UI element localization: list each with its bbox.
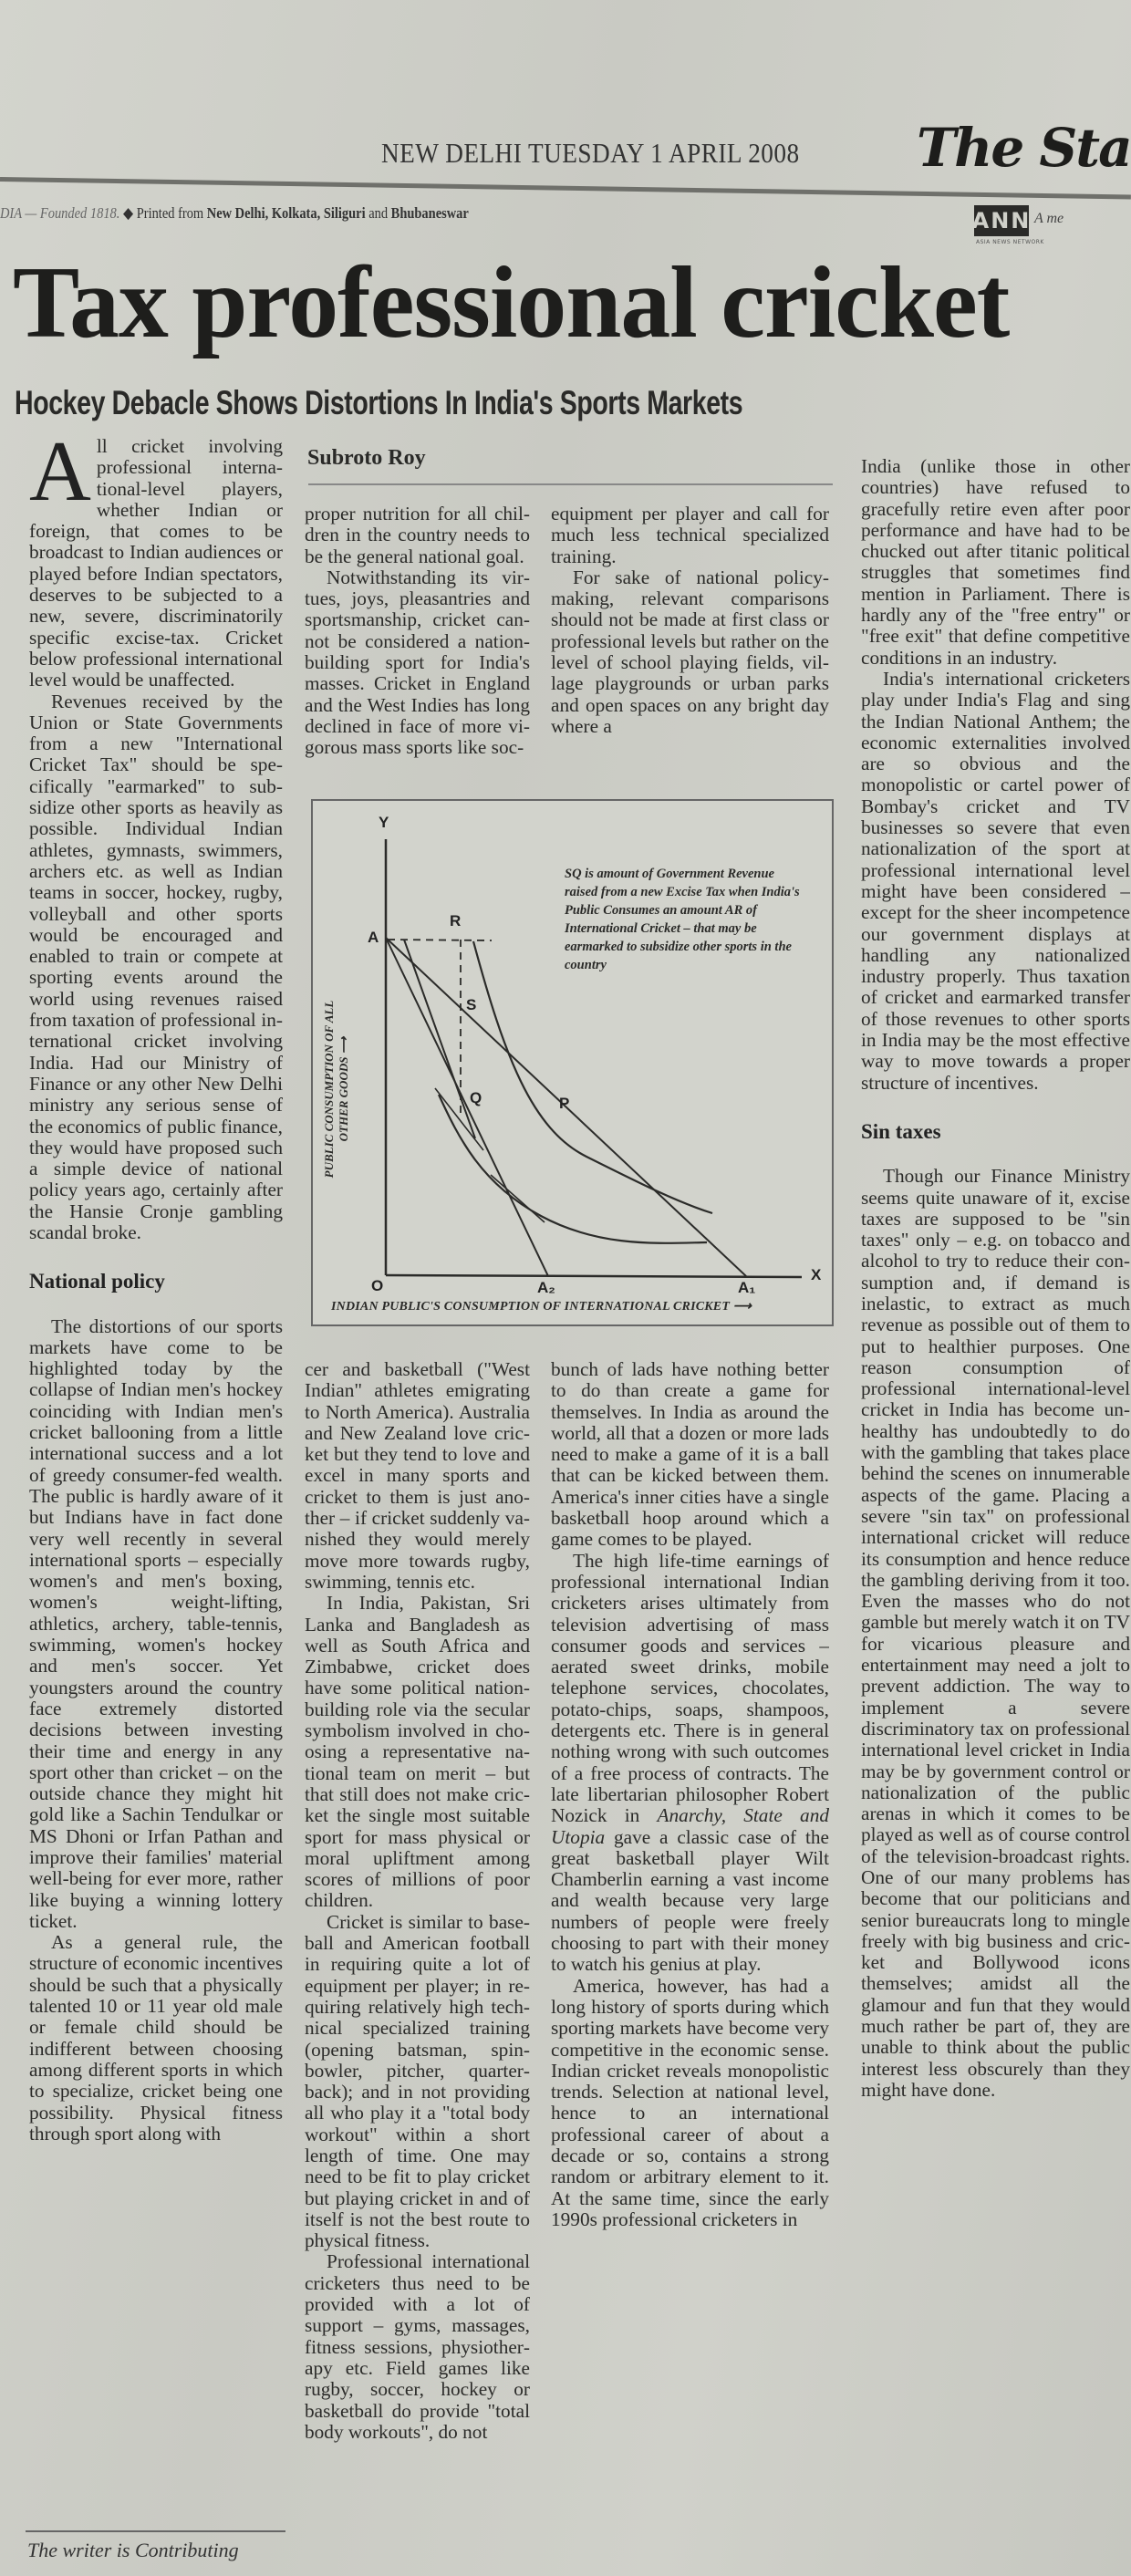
x-axis-end-label: X (811, 1266, 822, 1283)
paragraph-text: ll cricket involving professional international-level players, whether Indian or foreign, that comes to be broadcast to Indian audiences or played before Indian spectators, deserves to be subjected to a new, severe, discriminatorily specific excise-tax. Cricket below professional international level would be unaffected. (29, 436, 283, 691)
masthead-rule (0, 177, 1131, 199)
section-heading: Sin taxes (861, 1119, 941, 1143)
y-axis-label: Y (379, 814, 389, 831)
byline: Subroto Roy (307, 446, 426, 470)
footer-divider (26, 2530, 285, 2532)
printed-from-and: and (368, 204, 389, 222)
point-a-label: A (368, 929, 379, 946)
headline: Tax professional cricket (13, 246, 1010, 359)
paragraph: The distortions of our sports markets have come to be highlighted today by the collapse of Indian men's hockey coinciding with Indian men's cricket ballooning from a little international success and a lot of greedy consumer-fed wealth. The public is hardly aware of it but Indians have in fact done very well recently in several international sports – especially women's and men's boxing, women's weight-lifting, athletics, archery, table-tennis, swimming, women's hockey and men's soccer. Yet youngsters around the country face extremely distorted decisions between investing their time and energy in any sport other than cricket – on the outside chance they might hit gold like a Sachin Tendulkar or MS Dhoni or Irfan Pathan and improve their families' material well-being for ever more, rather like buying a winning lottery ticket. (29, 1314, 283, 1932)
paragraph: America, however, has had a long history of sports during which sporting markets have become very competitive in the economic sense. Indian cricket reveals monopolistic trends. Selection at national level, hence to an international professional career of about a decade or so, contains a strong random or arbitrary element to it. At the same time, since the early 1990s professional cricketers in (551, 1974, 829, 2230)
x-axis (386, 1275, 802, 1277)
printed-from-last: Bhubaneswar (390, 204, 469, 222)
bullet-icon: ◆ (122, 204, 134, 222)
tangent-segment-p (491, 1175, 545, 1222)
paragraph: Cricket is similar to baseball and American football in requiring quite a lot of equipment per player; in requiring relatively high technical specialized training (opening batsman, spin-bowler, pitcher, quarterback); and in not providing all who play it a "total body workout" within a short length of time. One may need to be fit to play cricket but playing cricket in and of itself is not the best route to physical fitness. (305, 1910, 530, 2252)
paragraph: Notwithstanding its virtues, joys, pleasantries and sportsmanship, cricket cannot be considered a nation-building sport for India's masses. Cricket in England and the West Indies has long declined in face of more vigorous mass sports like soc- (305, 566, 530, 759)
indifference-curve-lower (439, 1095, 707, 1243)
founded-line (0, 204, 469, 223)
point-a1-label: A₁ (738, 1279, 756, 1296)
column-4 (861, 456, 1130, 2576)
column-2-bottom (305, 1359, 530, 2576)
drop-cap: A (29, 436, 91, 519)
paragraph: Professional international cricketers thus need to be provided with a lot of support – gyms, massages, fitness sessions, physiotherapy etc. Field games like rugby, soccer, hockey or basketball do provide "total body workouts", do not (305, 2250, 530, 2443)
paragraph: bunch of lads have nothing better to do than create a game for themselves. In India as around the world, all that a dozen or more lads need to make a game of it is a ball that can be kicked between them. America's inner cities have a single basketball hoop around which a game comes to be played. (551, 1359, 829, 1551)
y-axis-title (322, 952, 351, 1226)
founded-text: DIA — Founded 1818. (0, 204, 120, 222)
paragraph-text: gave a classic case of the great basketball player Wilt Chamberlin earning a vast income and wealth because very large numbers of people were freely choosing to part with their money to watch his genius at play. (551, 1825, 829, 1976)
printed-from-places: New Delhi, Kolkata, Siliguri (206, 204, 366, 222)
column-2-top (305, 504, 530, 792)
point-p-label: P (559, 1095, 570, 1112)
ann-tagline: A me (1034, 211, 1064, 226)
indifference-curve-upper (473, 941, 712, 1213)
point-s-label: S (466, 996, 477, 1013)
point-a2-label: A₂ (537, 1279, 555, 1296)
ann-logo-subtitle: ASIA NEWS NETWORK (976, 239, 1044, 245)
diagram-annotation: SQ is amount of Government Revenue raised from a new Excise Tax when India's Public Consumes an amount AR of International Cricket – that may be earmarked to subsidize other sports in the country (565, 867, 800, 972)
subheadline: Hockey Debacle Shows Distortions In India's Sports Markets (15, 384, 743, 421)
paragraph: As a general rule, the structure of economic incentives should be such that a physically talented 10 or 11 year old male or female child should be indifferent between choosing among different sports in which to specialize, cricket being one possibility. Physical fitness through sport along with (29, 1931, 283, 2145)
column-1 (29, 436, 283, 2525)
author-note: The writer is Contributing (27, 2539, 239, 2561)
book-title: Anarchy, State and Utopia (551, 1804, 829, 1848)
tangent-line-q (404, 940, 475, 1138)
origin-label: O (371, 1277, 384, 1294)
x-axis-title: INDIAN PUBLIC'S CONSUMPTION OF INTERNATIONAL CRICKET ⟶ (331, 1300, 752, 1314)
indifference-curve-diagram (311, 799, 834, 1326)
paragraph: Though our Finance Ministry seems quite unaware of it, excise taxes are supposed to be "sin taxes" only – e.g. on tobacco and alcohol to try to reduce their consumption and, if demand is inelastic, to extract as much revenue as possible out of them to put to healthier purposes. One reason consumption of professional international-level cricket in India has become unhealthy has undoubtedly to do with the gambling that takes place behind the scenes on innumerable aspects of the game. Placing a severe "sin tax" on professional international cricket will reduce its consumption and hence reduce the gambling deriving from it too. Even the masses who do not gamble but merely watch it on TV for vicarious pleasure and entertainment may need a jolt to prevent addiction. The way to implement a severe discriminatory tax on professional international level cricket in India may be by government control or nationalization of the public arenas in which it comes to be played as well as of course control of the television-broadcast rights. One of our many problems has become that our politicians and senior bureaucrats long to mingle freely with big business and cricket and Bollywood icons themselves; amidst all the glamour and fun that they would much rather be part of, they are unable to think about the public interest less obscurely than they might have done. (861, 1165, 1130, 2101)
section-heading: National policy (29, 1270, 165, 1293)
y-axis-title-line2: OTHER GOODS ⟶ (337, 1036, 350, 1142)
point-q-label: Q (470, 1089, 482, 1106)
point-r-label: R (450, 912, 462, 930)
paragraph-text: The high life-time earnings of professional international Indian cricketers arises ultimately from television advertising of mass consumer goods and services – aerated sweet drinks, mobile telephone services, chocolates, potato-chips, soaps, shampoos, detergents etc. There is in general nothing wrong with such outcomes of a free process of contracts. The late libertarian philosopher Robert Nozick in (551, 1549, 829, 1827)
paragraph: cer and basketball ("West Indian" athletes emigrating to North America). Australia and New Zealand love cricket but they tend to love and excel in many sports and cricket to them is just another – if cricket suddenly vanished they would merely move more towards rugby, swimming, tennis etc. (305, 1359, 530, 1593)
ann-logo: ANN (974, 205, 1029, 236)
y-axis-title-line1: PUBLIC CONSUMPTION OF ALL (322, 1000, 336, 1179)
paragraph (29, 436, 283, 691)
printed-from-prefix: Printed from (136, 204, 204, 222)
dateline: NEW DELHI TUESDAY 1 APRIL 2008 (381, 137, 800, 169)
paragraph: India (unlike those in other countries) have refused to gracefully retire even after poor performance and have had to be chucked out after titanic political struggles that sometimes find mention in Parliament. There is hardly any of the "free entry" or "free exit" that define competitive conditions in an industry. (861, 456, 1130, 669)
newspaper-nameplate: The Sta (917, 117, 1131, 179)
budget-line-a-a2 (386, 938, 548, 1276)
paragraph (551, 1551, 829, 1976)
paragraph: equipment per player and call for much less technical specialized training. (551, 504, 829, 567)
byline-divider (308, 483, 833, 485)
paragraph: For sake of national policy-making, relevant comparisons should not be made at first class or professional levels but rather on the level of school playing fields, village playgrounds or urban parks and open spaces on any bright day where a (551, 566, 829, 737)
column-3-bottom (551, 1359, 829, 2576)
paragraph: Revenues received by the Union or State Governments from a new "International Cricket Tax" should be specifically "earmarked" to subsidize other sports as heavily as possible. Individual Indian athletes, gymnasts, swimmers, archers etc. as well as Indian teams in soccer, hockey, rugby, volleyball and other sports would be encouraged and enabled to train or compete at sporting events around the world using revenues raised from taxation of professional international cricket involving India. Had our Ministry of Finance or any other New Delhi ministry any serious sense of the economics of public finance, they would have proposed such a simple device of national policy years ago, certainly after the Hansie Cronje gambling scandal broke. (29, 690, 283, 1243)
paragraph: proper nutrition for all children in the country needs to be the general national goal. (305, 504, 530, 567)
paragraph: In India, Pakistan, Sri Lanka and Bangladesh as well as South Africa and Zimbabwe, cricket does have some political nation-building role via the secular symbolism involved in choosing a representative national team on merit – but that still does not make cricket the single most suitable sport for mass physical or moral upliftment among scores of millions of poor children. (305, 1592, 530, 1912)
column-3-top (551, 504, 829, 792)
paragraph: India's international cricketers play under India's Flag and sing the Indian National Anthem; the economic externalities involved are so obvious and the monopolistic or cartel power of Bombay's cricket and TV businesses so severe that even nationalization of the sport at professional international level might have been considered – except for the sheer incompetence our government displays at handling any nationalized industry properly. Thus taxation of cricket and earmarked transfer of those revenues to other sports in India may be the most effective way to move towards a proper structure of incentives. (861, 667, 1130, 1094)
